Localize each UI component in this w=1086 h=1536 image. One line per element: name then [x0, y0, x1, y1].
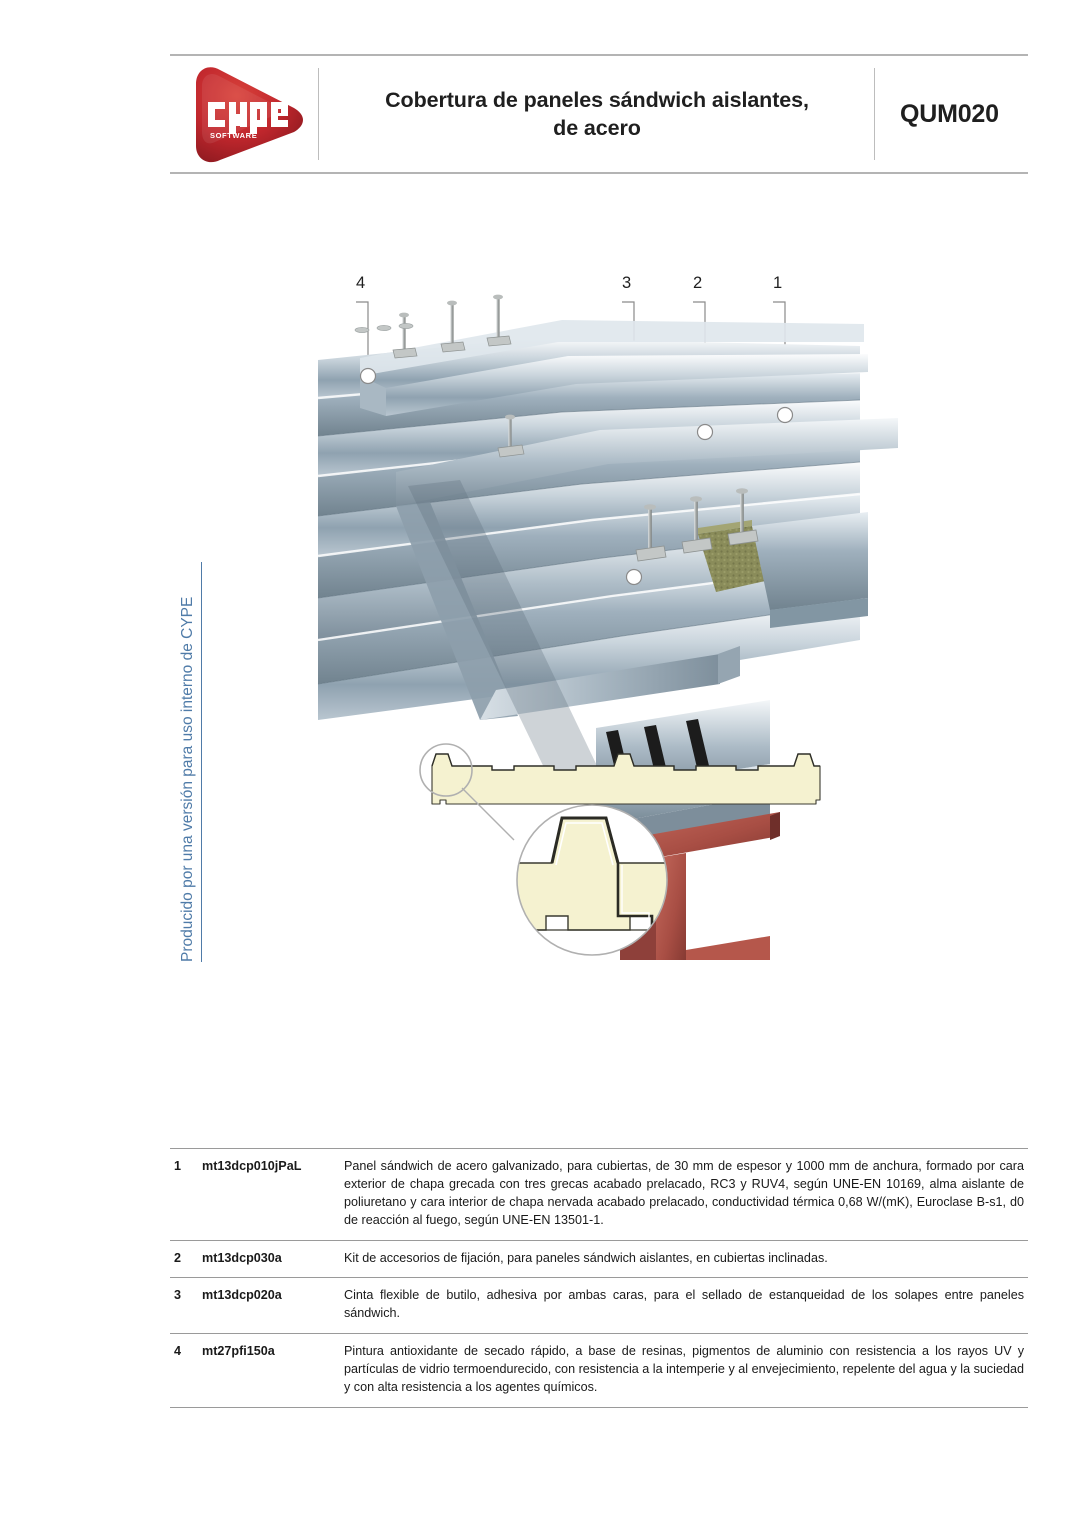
- row-number: 2: [174, 1250, 182, 1265]
- row-description: Cinta flexible de butilo, adhesiva por ambas caras, para el sellado de estanqueidad de los solapes entre paneles sándwich.: [344, 1288, 1024, 1321]
- callout-number-1: 1: [773, 274, 783, 292]
- row-number: 1: [174, 1159, 182, 1173]
- row-code: mt13dcp020a: [202, 1288, 282, 1303]
- cype-logo-mark: [182, 62, 306, 166]
- unit-code: QUM020: [900, 99, 999, 128]
- page-title-line2: de acero: [553, 116, 641, 140]
- table-bottom-rule: [170, 1407, 1028, 1408]
- row-description: Kit de accesorios de fijación, para paneles sándwich aislantes, en cubiertas inclinadas.: [344, 1250, 828, 1265]
- row-code: mt13dcp030a: [202, 1250, 282, 1265]
- callout-number-3: 3: [622, 274, 632, 292]
- table-row: [170, 1149, 1028, 1241]
- materials-table: [170, 1148, 1028, 1407]
- row-description: Panel sándwich de acero galvanizado, para cubiertas, de 30 mm de espesor y 1000 mm de anchura, formado por cara exterior de chapa grecada con tres grecas acabado prelacado, RC3 y RUV4, según UNE-EN 10169, alma aislante de poliuretano y cara interior de chapa nervada acabado prelacado, conductividad térmica 0,68 W/(mK), Euroclase B-s1, d0 de reacción al fuego, según UNE-EN 13501-1.: [344, 1159, 1024, 1227]
- table-row: [170, 1240, 1028, 1278]
- row-code: mt13dcp010jPaL: [202, 1159, 302, 1173]
- header-code-cell: [876, 56, 1028, 172]
- row-number: 4: [174, 1344, 182, 1359]
- row-code: mt27pfi150a: [202, 1344, 275, 1359]
- table-row: [170, 1334, 1028, 1407]
- technical-illustration: [300, 274, 900, 960]
- document-header: [170, 54, 1028, 174]
- row-number: 3: [174, 1288, 182, 1303]
- row-description: Pintura antioxidante de secado rápido, a base de resinas, pigmentos de aluminio con resistencia a los rayos UV y partículas de vidrio termoendurecido, con resistencia a la intemperie y al envejecimiento, repelente del agua y la suciedad y con alta resistencia a los agentes químicos.: [344, 1344, 1024, 1394]
- internal-use-watermark: Producido por una versión para uso interno de CYPE: [178, 562, 202, 962]
- svg-text:SOFTWARE: SOFTWARE: [210, 131, 258, 140]
- table-row: [170, 1278, 1028, 1334]
- callout-number-2: 2: [693, 274, 703, 292]
- page-title-line1: Cobertura de paneles sándwich aislantes,: [385, 87, 809, 112]
- page-title: [385, 86, 809, 143]
- cype-logo: [170, 56, 318, 172]
- callout-number-4: 4: [356, 274, 366, 292]
- header-title-cell: [320, 56, 874, 172]
